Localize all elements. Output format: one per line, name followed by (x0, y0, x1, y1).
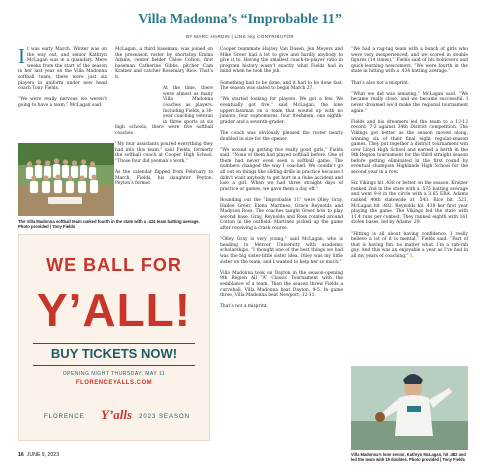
article-column-1 (18, 44, 107, 114)
team-photo (18, 143, 114, 216)
paragraph: “We had a rag-tag team with a bunch of girls who were very inexperienced, and we scored in double figures (14 times),” Fields said of his holdovers and quick-learning newcomers. “We were fourth in the state in hitting with a .434 batting average.” (351, 47, 468, 75)
paragraph: Six Vikings hit .438 or better on the season. Kratzer ranked 2nd in the state with a .575 batting average and went 9-8 in the circle with a 3.65 ERA. Adams ranked 40th statewide at .543. Rice hit .521. McLagan hit .482. Reynolds hit .438 her first year playing the game. The Vikings led the state with 11.4 runs per contest. They ranked eighth with 161 stolen bases, led by Adams’ 29. (351, 181, 468, 226)
player-photo-illustration (351, 366, 468, 450)
paragraph: The coach was obviously pleased the roster nearly doubled in size for the opener. (220, 130, 343, 142)
article-column-4 (351, 47, 468, 265)
drop-cap: I (18, 44, 25, 68)
paragraph (18, 44, 107, 92)
paragraph: That’s not a misprint. (220, 304, 268, 310)
ad-florence-label: FLORENCE (44, 414, 85, 420)
player-photo-caption: Villa Madonna’s lone senior, Kathryn McLagan, hit .482 and led the team with 19 doubles. Photo provided | Tony Fields (351, 452, 466, 462)
ad-headline-main: Y’ALL! (36, 284, 192, 336)
florence-yalls-ad[interactable] (18, 234, 210, 441)
article-column-2 (115, 47, 213, 192)
photo-wrap-space (115, 86, 163, 124)
paragraph (351, 232, 468, 260)
byline: BY MARC HARDIN | LINK nky CONTRIBUTOR (185, 34, 295, 39)
paragraph: “Olley Gray is very young,” said McLagan, who is heading to Mercer University with academic scholarships. “I thought one of the best things we had was the big sister-little sister idea. Olley was my little sister on the team, and I wanted to help her so much.” (220, 237, 343, 265)
paragraph: As the calendar flipped from February to March, Fields, his daughter Peyton, Peyton’s former (115, 170, 213, 187)
ad-divider (33, 343, 195, 344)
page-folio (18, 452, 59, 458)
page-number: 16 (18, 452, 24, 458)
team-photo-illustration (18, 143, 114, 216)
team-photo-caption: The Villa Madonna softball team ranked fourth in the state with a .434 team batting average. Photo provided | Tony Fields (18, 219, 200, 230)
ad-website-link[interactable]: FLORENCEYALLS.COM (75, 380, 153, 386)
paragraph: Something had to be done, and it had to be done fast. The season was slated to begin March 27. (220, 80, 343, 92)
end-mark: L (410, 253, 414, 259)
article-title: Villa Madonna’s “Improbable 11” (138, 12, 342, 27)
ad-buy-tickets[interactable]: BUY TICKETS NOW! (50, 346, 178, 361)
paragraph: “We wound up getting five really good girls,” Fields said. “None of them had played softball before. One of them had never even seen a softball game. The numbers changed the way I coached. We couldn’t go all out on things like sliding drills in practice because I didn’t want anybody to get hurt in a fluke accident and lose a girl. When we had three straight days of practice or games, we gave them a day off.” (220, 147, 343, 192)
paragraph-text: “Hitting is all about having confidence. I really believe a lot of it is mental,” Fields said. “Part of that is having fun, no matter what. I’m a rah-rah guy. And this was an enjoyable a year as I’ve had in all my years of coaching.” (351, 231, 468, 259)
paragraph-text: At the time, there were almost as many Villa Madonna coaches as players. Including Fields, a 36-year coaching veteran in three sports at six high schools, there were five softball coaches. (115, 86, 213, 136)
paragraph: McLagan, a third baseman, was joined on the preseason roster by shortstop Emma Adams, center fielder Chloe Cotton, first baseman Catherine Gibbs, pitcher Cam Kratzer and catcher Rosemary Rice. That’s it. (115, 47, 213, 80)
paragraph-text: t was early March. Winter was on the way out, and senior Kathryn McLagan was in a quandary. Mere weeks from the start of the season in her last year on the Villa Madonna softball team, there were just six players in uniform under new head coach Tony Fields. (18, 47, 107, 92)
player-photo (351, 366, 468, 450)
ad-season-label: 2023 SEASON (139, 414, 191, 420)
paragraph (115, 86, 213, 136)
yalls-logo: Y’alls (101, 407, 133, 422)
paragraph: Villa Madonna took on Dayton in the season-opening 9th Region All “A” Classic Tournament with the semblance of a team. Then the season threw Fields a curveball. Villa Madonna beat Dayton, 9-5. In game three, Villa Madonna beat Newport, 12-11. (220, 270, 343, 299)
paragraph: Rounding out the “Improbable 11” were Olley Gray, Hailee Greer, Elena Martinez, Grace Reynolds and Madyson Ross. The coaches taught Greer how to play second base. Gray, Reynolds and Ross rotated around Cotton in the outfield. Martinez picked up the game after receiving a crash course. (220, 198, 343, 231)
ad-divider (33, 365, 195, 366)
paragraph: “What we did was amazing,” McLagan said. “We became really close, and we became successful. I never dreamed we’d make the regional tournament again.” (351, 91, 468, 114)
paragraph: Cooper teammate Hayley Van Dusen, Jen Meyers and Mike Greer had a lot to give and hardly anybody to give it to. Having the smallest coach-to-player ratio in program history wasn’t exactly what Fields had in mind when he took the job. (220, 47, 343, 75)
ad-headline-top: WE BALL FOR (46, 255, 182, 275)
paragraph: “We started looking for players. We got a few. We eventually got five,” said McLagan, the lone upperclassman on a team that wound up with no juniors, four sophomores, four freshmen, one eighth-grader and a seventh-grader. (220, 97, 343, 125)
paragraph: That’s also not a misprint. (351, 80, 410, 86)
paragraph: Fields and his dreamers led the team to a 13-12 record, 7-3 against 34th District competition. The Vikings got better as the season moved along, winning six of their final eight regular-season games. They put together a district tournament win over Lloyd High School and earned a berth in the 9th Region tournament for the third straight season before getting eliminated in the first round by eventual champion Highlands High School for the second year in a row. (351, 119, 468, 176)
issue-date: JUNE 9, 2023 (26, 452, 60, 458)
paragraph: “My four assistants poured everything they had into this team,” said Fields, formerly the softball coach at Cooper High School. “Those four did yeoman’s work.” (115, 142, 213, 164)
article-column-3 (220, 47, 343, 316)
ad-opening-night: OPENING NIGHT THURSDAY, MAY 11 (62, 371, 166, 377)
paragraph: “We were really nervous we weren’t going to have a team,” McLagan said. (18, 97, 107, 108)
